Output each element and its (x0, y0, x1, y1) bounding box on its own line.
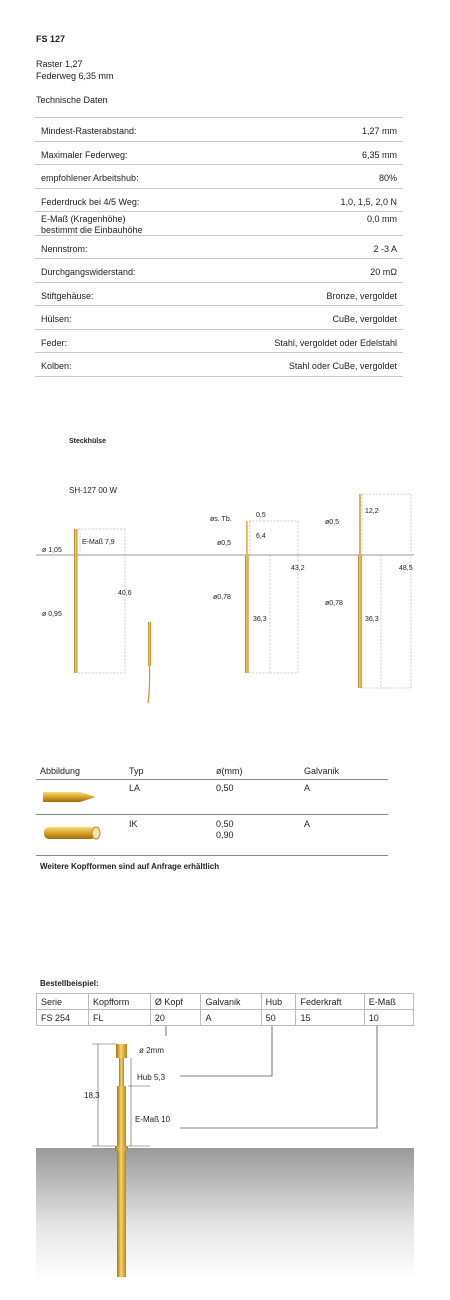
type-value: LA (129, 783, 141, 793)
head-shape-table (36, 763, 388, 856)
spec-label-line1: E-Maß (Kragenhöhe) (41, 214, 126, 224)
order-header: Hub (261, 994, 296, 1010)
dim-label: 43,2 (291, 565, 305, 572)
section-title: Technische Daten (36, 95, 108, 105)
dim-label: ø0,5 (325, 519, 340, 526)
spec-value: 1,0, 1,5, 2,0 N (340, 196, 397, 207)
spec-row (35, 189, 403, 213)
hollow-head-icon (42, 825, 102, 841)
probe3-barrel (358, 555, 362, 688)
spec-row (35, 165, 403, 189)
spec-row (35, 259, 403, 283)
spec-value: Bronze, vergoldet (326, 290, 397, 301)
probe-head (116, 1044, 127, 1058)
dim-label: 48,5 (399, 565, 413, 572)
small-pin-wire (148, 666, 150, 703)
spec-label: Maximaler Federweg: (41, 149, 128, 160)
probe2-barrel (245, 555, 249, 673)
dim-label: ø0,78 (325, 600, 343, 607)
order-header: Ø Kopf (150, 994, 201, 1010)
dim-label: 36,3 (253, 616, 267, 623)
spec-value: 0,0 mm (366, 214, 397, 224)
spec-value: 6,35 mm (361, 149, 397, 160)
small-pin-body (148, 622, 151, 666)
spec-value: Stahl oder CuBe, vergoldet (288, 361, 397, 371)
drawing-caption: Steckhülse (69, 438, 106, 445)
order-title: Bestellbeispiel: (40, 979, 99, 988)
probe3-plunger (359, 494, 361, 555)
order-header-row (37, 994, 414, 1010)
spec-label: Mindest-Rasterabstand: (41, 126, 137, 136)
col-header: Galvanik (304, 766, 340, 776)
dim-label: 12,2 (365, 508, 379, 515)
spec-table (35, 117, 403, 377)
plating-value: A (304, 819, 311, 829)
col-header: Abbildung (40, 766, 81, 776)
order-header: Kopfform (88, 994, 150, 1010)
spec-label: Kolben: (41, 361, 72, 371)
spec-row (35, 236, 403, 260)
spec-label-line2: bestimmt die Einbauhöhe (41, 225, 143, 235)
spec-value: Stahl, vergoldet oder Edelstahl (274, 337, 397, 348)
spec-label: Feder: (41, 337, 68, 348)
plating-value: A (304, 783, 311, 793)
spec-row (35, 353, 403, 377)
dim-label: 40,6 (118, 590, 132, 597)
dim-label: ø0,5 (217, 540, 232, 547)
type-value: IK (129, 819, 138, 829)
spec-label: Hülsen: (41, 314, 72, 324)
spec-value: 2 -3 A (373, 243, 397, 254)
probe-receptacle (117, 1151, 126, 1277)
order-header: Serie (37, 994, 89, 1010)
col-header: ø(mm) (216, 766, 243, 776)
order-header: Galvanik (201, 994, 261, 1010)
order-probe-drawing (0, 1020, 450, 1280)
spec-value: 80% (378, 173, 397, 183)
spec-label: empfohlener Arbeitshub: (41, 173, 139, 183)
dim-label: 6,4 (256, 533, 266, 540)
dim-label: Hub 5,3 (137, 1073, 166, 1082)
order-value: 15 (296, 1010, 364, 1026)
probe-plunger (119, 1058, 124, 1086)
spec-label (41, 214, 143, 236)
spec-row (35, 212, 403, 236)
order-value: A (201, 1010, 261, 1026)
spec-row (35, 117, 403, 142)
order-header: E-Maß (364, 994, 413, 1010)
part-number: SH-127 00 W (69, 486, 118, 495)
grid-spacing: Raster 1,27 (36, 59, 83, 69)
probe-barrel (117, 1086, 126, 1146)
spec-label: Stiftgehäuse: (41, 290, 94, 301)
spec-label: Federdruck bei 4/5 Weg: (41, 196, 140, 207)
dim-label: E-Maß 7,9 (82, 539, 115, 546)
spec-label: Nennstrom: (41, 243, 88, 254)
dim-label: ø 1,05 (42, 547, 62, 554)
head-table-header (36, 763, 388, 780)
table-row (36, 815, 388, 856)
page-title: FS 127 (36, 34, 66, 44)
spec-value: CuBe, vergoldet (332, 314, 397, 324)
spec-label: Durchgangswiderstand: (41, 267, 136, 277)
head-note: Weitere Kopfformen sind auf Anfrage erhältlich (40, 862, 220, 871)
diameter-value-2: 0,90 (216, 830, 234, 840)
table-row (36, 780, 388, 815)
probe-collar (115, 1146, 128, 1151)
dim-label: ø 2mm (139, 1046, 164, 1055)
diameter-value: 0,50 (216, 783, 234, 793)
order-value: FL (88, 1010, 150, 1026)
order-value: FS 254 (37, 1010, 89, 1026)
order-value: 50 (261, 1010, 296, 1026)
diameter-value: 0,50 (216, 819, 234, 829)
col-header: Typ (129, 766, 144, 776)
dim-label: øs. Tb. (210, 516, 232, 523)
receptacle-body (74, 529, 78, 673)
probe2-plunger (246, 521, 248, 555)
spec-value: 20 mΩ (370, 267, 397, 277)
spec-row (35, 283, 403, 307)
dim-label: 36,3 (365, 616, 379, 623)
order-value: 10 (364, 1010, 413, 1026)
spring-travel: Federweg 6,35 mm (36, 71, 114, 81)
dim-label: E-Maß 10 (135, 1115, 171, 1124)
spec-value: 1,27 mm (361, 126, 397, 136)
spec-row (35, 142, 403, 166)
dim-label: ø0,78 (213, 594, 231, 601)
pointed-head-icon (42, 790, 98, 804)
spec-row (35, 306, 403, 330)
dim-label: 18,3 (84, 1091, 100, 1100)
order-header: Federkraft (296, 994, 364, 1010)
order-value: 20 (150, 1010, 201, 1026)
dim-label: ø 0,95 (42, 611, 62, 618)
dim-label: 0,5 (256, 512, 266, 519)
spec-row (35, 330, 403, 354)
